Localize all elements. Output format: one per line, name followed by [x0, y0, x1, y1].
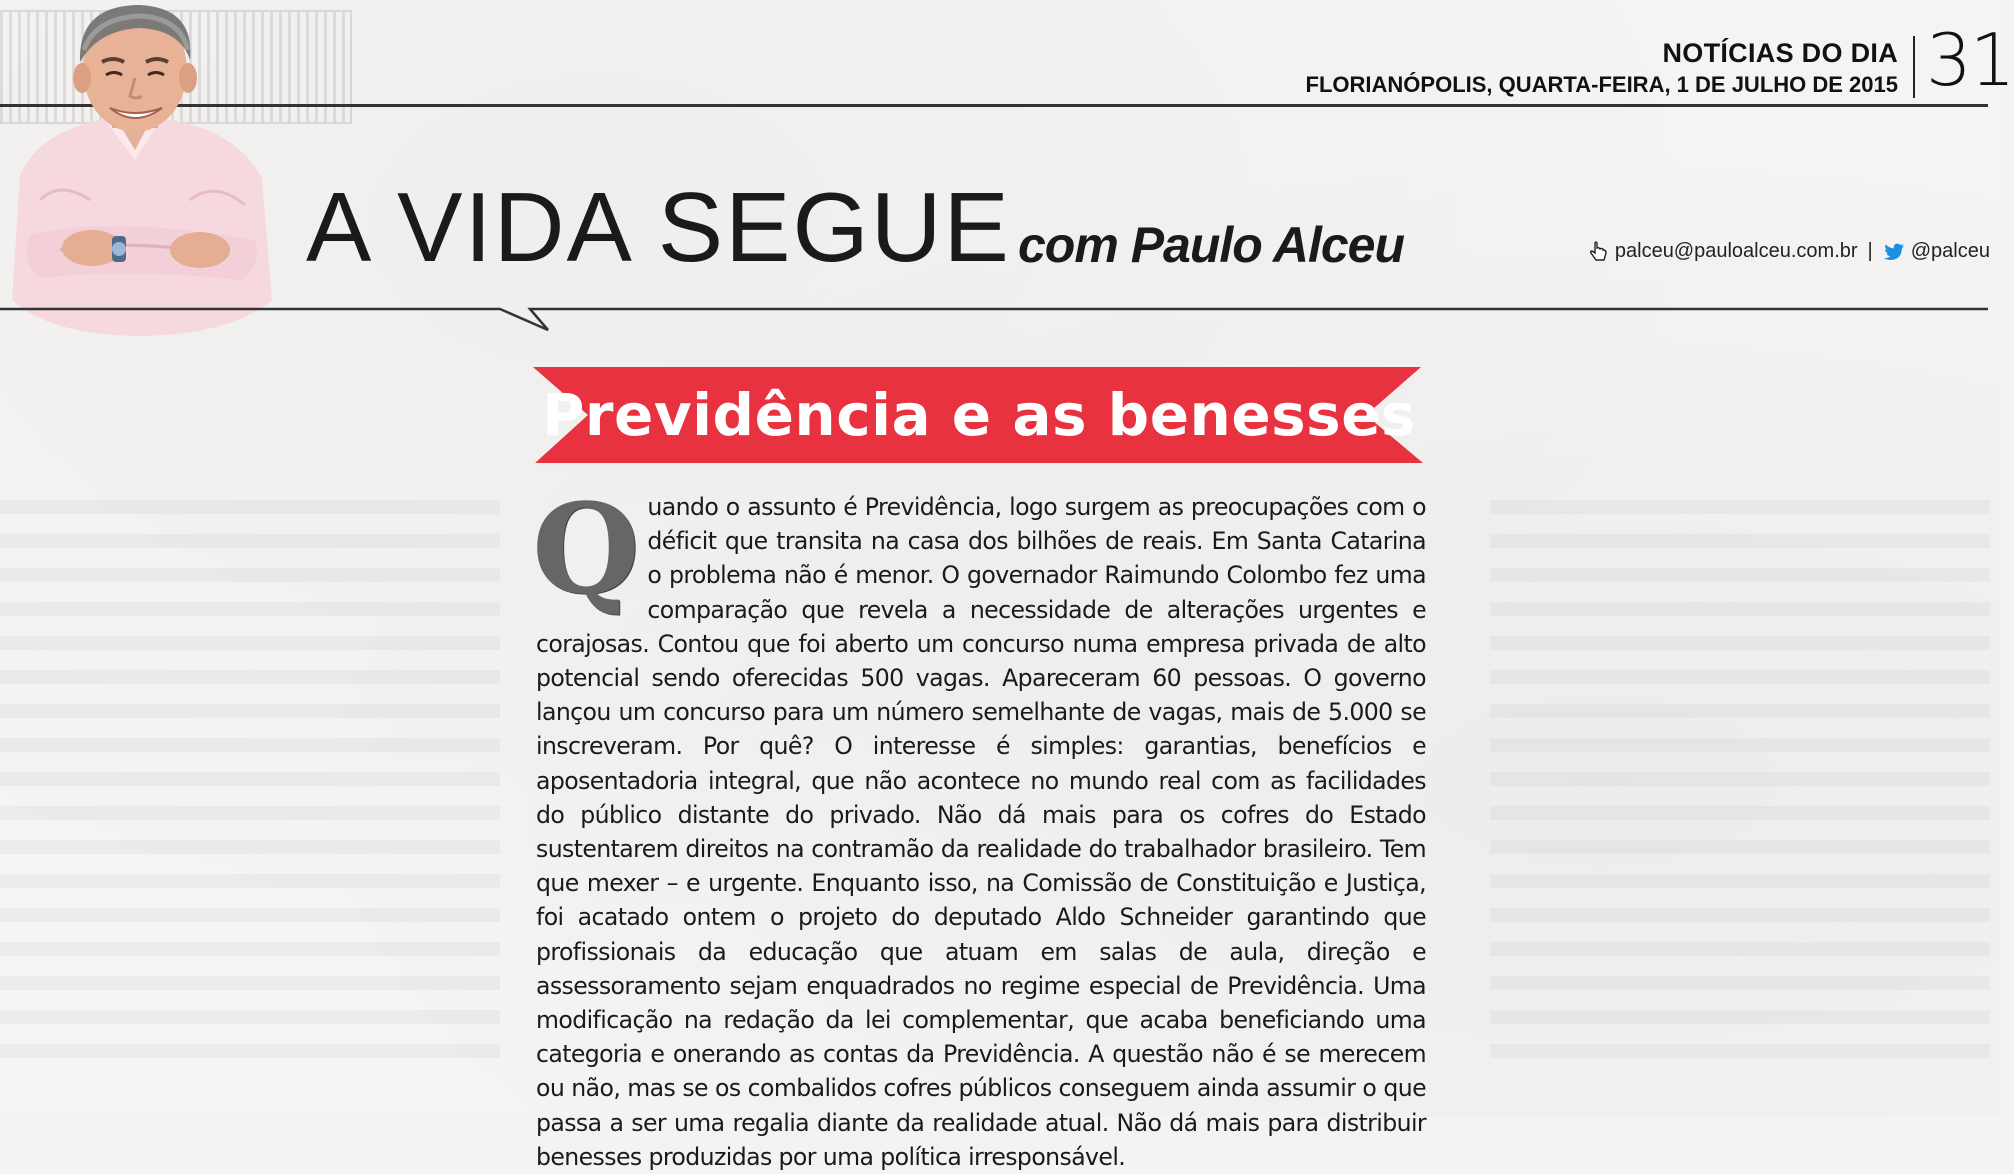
twitter-bird-icon [1883, 243, 1905, 261]
drop-cap: Q [532, 477, 640, 622]
speech-bubble-rule [0, 290, 2000, 330]
section-title: A VIDA SEGUE [306, 172, 1011, 282]
article-headline: Previdência e as benesses [541, 381, 1417, 449]
contact-email[interactable]: palceu@pauloalceu.com.br [1614, 240, 1858, 262]
article-body [532, 477, 1426, 1174]
newspaper-name: NOTÍCIAS DO DIA [1662, 38, 1898, 68]
contact-info [1589, 240, 1990, 263]
edition-date-line: FLORIANÓPOLIS, QUARTA-FEIRA, 1 DE JULHO DE 2015 [1305, 72, 1898, 97]
masthead-rule [0, 104, 1988, 107]
bleed-through-column-left [0, 500, 500, 1060]
bleed-through-column-right [1490, 500, 1990, 1060]
page-number: 31 [1926, 18, 2014, 102]
contact-separator: | [1867, 240, 1873, 262]
article-text: uando o assunto é Previdência, logo surgem as preocupações com o déficit que transita na casa dos bilhões de reais. Em Santa Catarina o problema não é menor. O governador Raimundo Colombo fez uma comparação que revela a necessidade de alterações urgentes e corajosas. Contou que foi aberto um concurso numa empresa privada de alto potencial sendo oferecidas 500 vagas. Apareceram 60 pessoas. O governo lançou um concurso para um número semelhante de vagas, mais de 5.000 se inscreveram. Por quê? O interesse é simples: garantias, benefícios e aposentadoria integral, que não acontece no mundo real com as facilidades do público distante do privado. Não dá mais para os cofres do Estado sustentarem direitos na contramão da realidade do trabalhador brasileiro. Tem que mexer – e urgente. Enquanto isso, na Comissão de Constituição e Justiça, foi acatado ontem o projeto do deputado Aldo Schneider garantindo que profissionais da educação que atuam em salas de aula, direção e assessoramento sejam enquadrados no regime especial de Previdência. Uma modificação na redação da lei complementar, que acaba beneficiando uma categoria e onerando as contas da Previdência. A questão não é se merecem ou não, mas se os combalidos cofres públicos conseguem ainda assumir o que passa a ser uma regalia diante da realidade atual. Não dá mais para distribuir benesses produzidas por uma política irresponsável. [536, 493, 1426, 1171]
contact-twitter-handle[interactable]: @palceu [1910, 240, 1990, 262]
columnist-byline: com Paulo Alceu [1018, 217, 1405, 273]
pointing-hand-icon [1589, 241, 1609, 263]
page-number-divider [1913, 36, 1915, 98]
columnist-photo [0, 0, 290, 340]
